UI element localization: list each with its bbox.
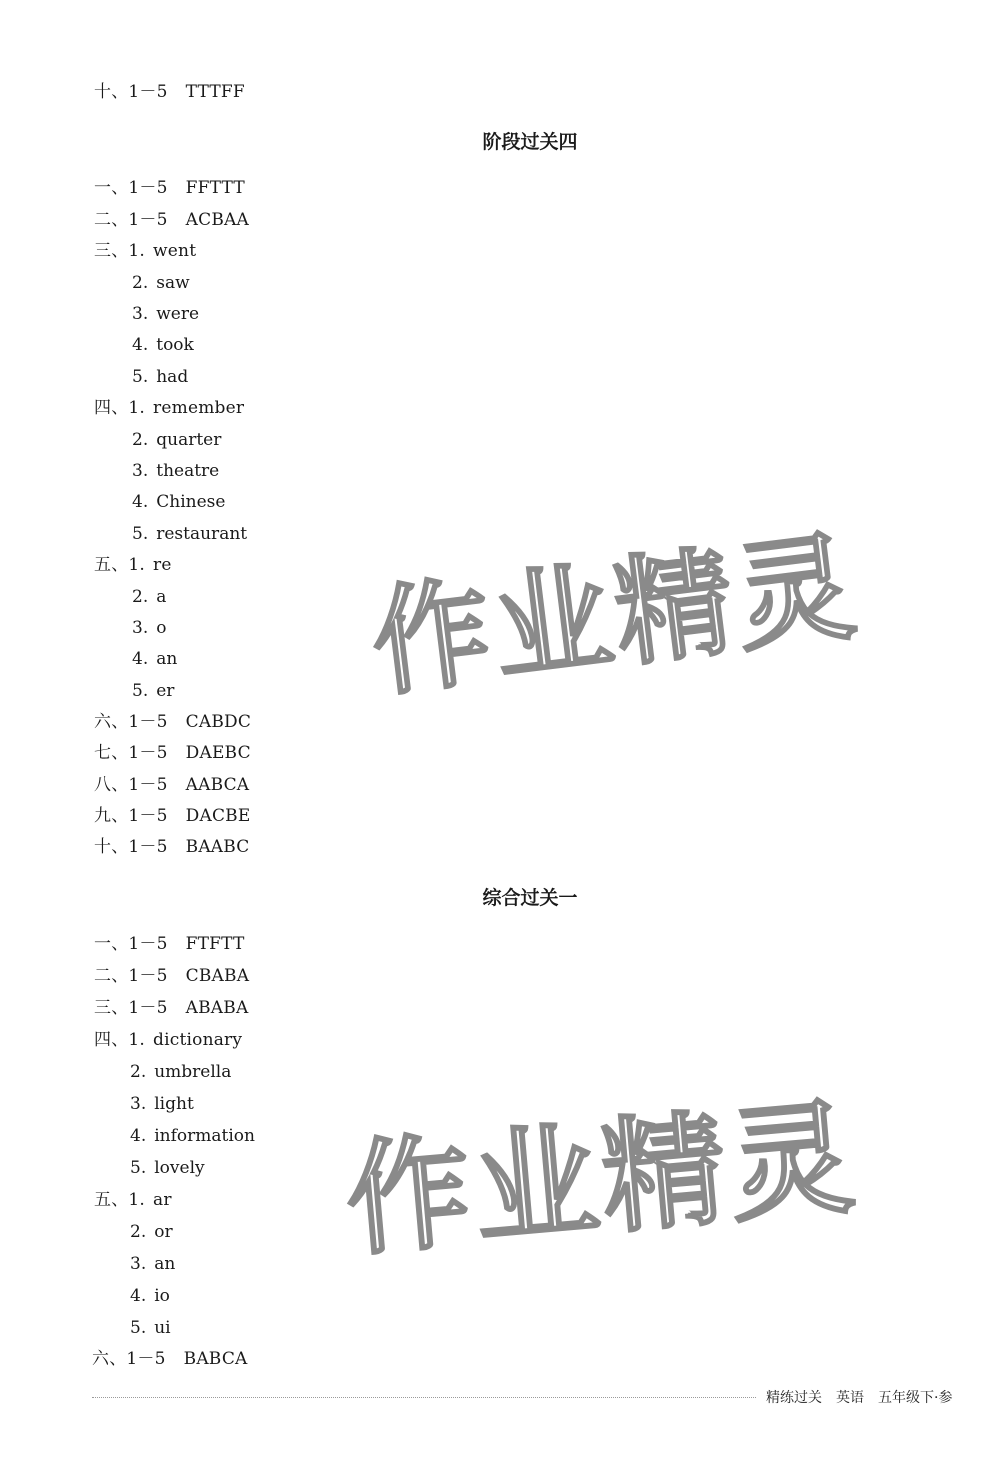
question-label: 4.: [132, 492, 149, 512]
footer-divider: [92, 1397, 756, 1398]
question-label: 六、1－5: [92, 1349, 166, 1369]
question-label: 4.: [132, 335, 149, 355]
answer-line: [94, 395, 244, 421]
answer-line: [130, 1251, 175, 1277]
answer-text: BABCA: [183, 1349, 248, 1369]
answer-line: [130, 1091, 194, 1117]
answer-text: AABCA: [185, 775, 250, 795]
answer-text: o: [156, 618, 167, 638]
answer-text: DAEBC: [185, 743, 251, 763]
answer-line: [132, 615, 166, 641]
answer-text: were: [156, 304, 200, 324]
answer-line: [94, 834, 250, 860]
answer-line: [132, 301, 199, 327]
answer-text: ui: [154, 1318, 171, 1338]
answer-text: took: [156, 335, 194, 355]
page-footer: [766, 1388, 952, 1408]
question-label: 2.: [132, 587, 149, 607]
question-label: 5.: [130, 1318, 147, 1338]
answer-line: [94, 79, 245, 105]
answer-text: had: [156, 367, 189, 387]
question-label: 四、1.: [94, 398, 146, 418]
answer-line: [94, 931, 245, 957]
answer-text: FTFTT: [185, 934, 245, 954]
answer-text: light: [154, 1094, 194, 1114]
footer-book: 精练过关: [766, 1390, 822, 1406]
question-label: 二、1－5: [94, 210, 168, 230]
answer-line: [132, 270, 190, 296]
answer-line: [94, 1027, 242, 1053]
answer-line: [92, 1346, 248, 1372]
answer-text: Chinese: [156, 492, 226, 512]
question-label: 十、1－5: [94, 82, 168, 102]
answer-text: lovely: [154, 1158, 205, 1178]
section-title: 阶段过关四: [482, 131, 578, 153]
answer-line: [94, 709, 251, 735]
answer-text: umbrella: [154, 1062, 232, 1082]
answer-line: [132, 364, 188, 390]
answer-text: an: [154, 1254, 176, 1274]
question-label: 3.: [132, 461, 149, 481]
answer-text: saw: [156, 273, 190, 293]
question-label: 二、1－5: [94, 966, 168, 986]
question-label: 九、1－5: [94, 806, 168, 826]
question-label: 3.: [130, 1094, 147, 1114]
question-label: 2.: [130, 1222, 147, 1242]
answer-line: [132, 489, 225, 515]
question-label: 一、1－5: [94, 934, 168, 954]
question-label: 2.: [130, 1062, 147, 1082]
answer-line: [94, 995, 248, 1021]
question-label: 3.: [132, 304, 149, 324]
answer-line: [94, 772, 249, 798]
question-label: 3.: [130, 1254, 147, 1274]
answer-text: remember: [153, 398, 245, 418]
answer-text: io: [154, 1286, 170, 1306]
question-label: 五、1.: [94, 555, 146, 575]
answer-line: [132, 678, 174, 704]
answer-text: theatre: [156, 461, 220, 481]
answer-line: [94, 175, 245, 201]
question-label: 2.: [132, 273, 149, 293]
answer-text: went: [153, 241, 197, 261]
answer-text: dictionary: [153, 1030, 243, 1050]
answer-line: [94, 238, 196, 264]
question-label: 五、1.: [94, 1190, 146, 1210]
answer-line: [130, 1123, 255, 1149]
question-label: 2.: [132, 430, 149, 450]
answer-line: [130, 1059, 231, 1085]
answer-line: [94, 803, 250, 829]
answer-line: [94, 963, 249, 989]
question-label: 四、1.: [94, 1030, 146, 1050]
answer-text: CABDC: [185, 712, 252, 732]
answer-text: a: [156, 587, 167, 607]
answer-text: BAABC: [185, 837, 250, 857]
answer-line: [132, 584, 166, 610]
question-label: 4.: [132, 649, 149, 669]
answer-text: re: [153, 555, 172, 575]
question-label: 六、1－5: [94, 712, 168, 732]
answer-text: ACBAA: [185, 210, 249, 230]
answer-text: FFTTT: [185, 178, 245, 198]
question-label: 3.: [132, 618, 149, 638]
answer-line: [94, 1187, 172, 1213]
answer-text: ABABA: [185, 998, 249, 1018]
question-label: 三、1－5: [94, 998, 168, 1018]
watermark: 作业精灵: [340, 1085, 864, 1274]
answer-line: [130, 1219, 173, 1245]
answer-line: [94, 552, 172, 578]
answer-line: [132, 521, 247, 547]
question-label: 5.: [132, 681, 149, 701]
answer-text: TTTFF: [185, 82, 245, 102]
footer-grade: 五年级下·参: [878, 1390, 953, 1406]
answer-line: [132, 332, 194, 358]
answer-text: CBABA: [185, 966, 250, 986]
answer-text: an: [156, 649, 178, 669]
question-label: 5.: [130, 1158, 147, 1178]
answer-line: [130, 1283, 170, 1309]
answer-line: [132, 458, 219, 484]
question-label: 4.: [130, 1286, 147, 1306]
answer-text: restaurant: [156, 524, 248, 544]
answer-line: [130, 1315, 171, 1341]
question-label: 三、1.: [94, 241, 146, 261]
answer-line: [132, 646, 177, 672]
answer-line: [132, 427, 221, 453]
answer-text: DACBE: [185, 806, 251, 826]
question-label: 一、1－5: [94, 178, 168, 198]
question-label: 5.: [132, 367, 149, 387]
question-label: 4.: [130, 1126, 147, 1146]
answer-line: [94, 740, 251, 766]
answer-line: [130, 1155, 205, 1181]
answer-text: er: [156, 681, 175, 701]
footer-subject: 英语: [836, 1390, 864, 1406]
section-title: 综合过关一: [482, 887, 578, 909]
question-label: 七、1－5: [94, 743, 168, 763]
question-label: 5.: [132, 524, 149, 544]
answer-text: information: [154, 1126, 255, 1146]
question-label: 十、1－5: [94, 837, 168, 857]
watermark: 作业精灵: [364, 516, 866, 714]
answer-text: quarter: [156, 430, 222, 450]
question-label: 八、1－5: [94, 775, 168, 795]
answer-text: ar: [153, 1190, 172, 1210]
answer-line: [94, 207, 249, 233]
answer-text: or: [154, 1222, 173, 1242]
